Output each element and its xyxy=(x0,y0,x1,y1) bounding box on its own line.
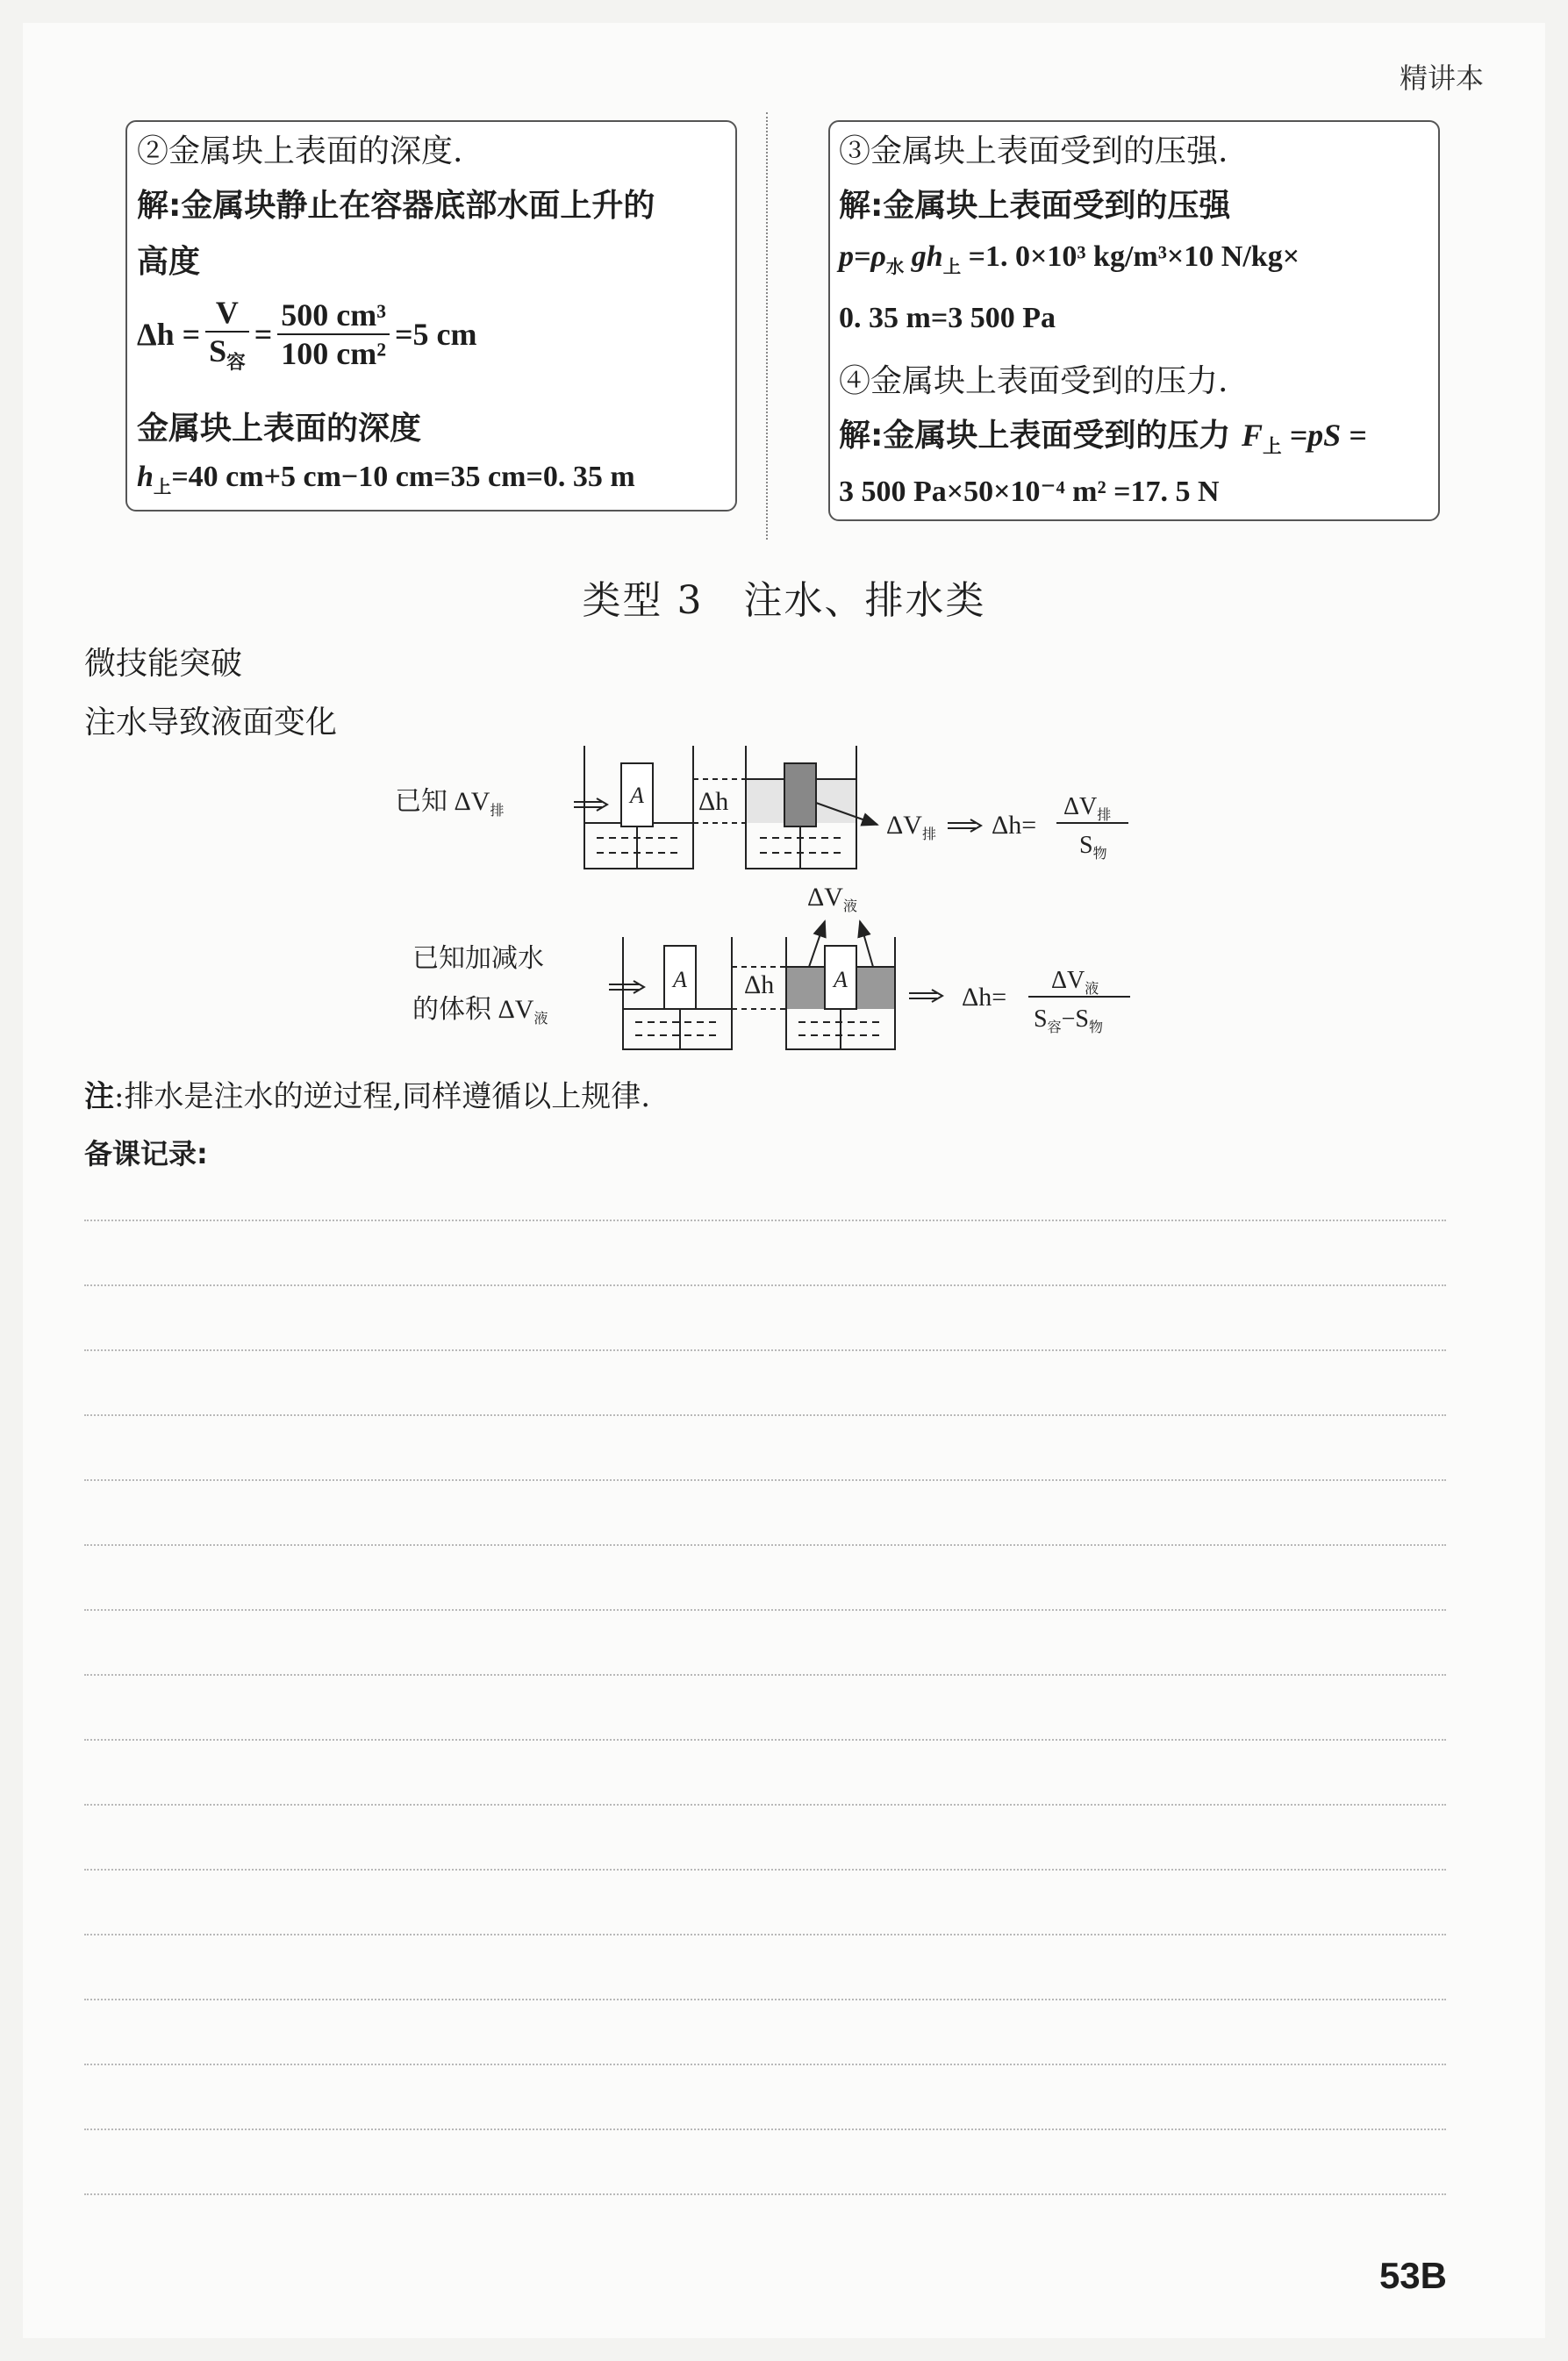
writing-line xyxy=(84,1349,1446,1351)
row1-numerator: $\Delta V_排$ xyxy=(1063,793,1112,823)
pressure-result: 0. 35 m=3 500 Pa xyxy=(839,302,1056,334)
note-prefix: 注 xyxy=(84,1079,114,1114)
subscript: 容 xyxy=(226,352,246,374)
writing-line xyxy=(84,1414,1446,1416)
fraction-values xyxy=(277,297,390,372)
solution-line: 高度 xyxy=(137,244,201,280)
column-divider xyxy=(766,112,768,540)
row1-given: 已知 $\Delta V_排$ xyxy=(395,787,505,819)
solution-line: 解:金属块静止在容器底部水面上升的 xyxy=(137,188,655,224)
header-label: 精讲本 xyxy=(1399,61,1484,95)
delta-h-result: =5 cm xyxy=(395,317,477,353)
subheading: 注水导致液面变化 xyxy=(84,705,338,740)
block-label: A xyxy=(630,783,644,808)
writing-line xyxy=(84,1609,1446,1611)
row1-delta-v: $\Delta V_排$ xyxy=(886,811,936,842)
writing-line xyxy=(84,1479,1446,1481)
question-3: ③金属块上表面受到的压强. xyxy=(839,133,1228,169)
subheading: 微技能突破 xyxy=(84,646,243,682)
fraction-numerator: 500 cm³ xyxy=(277,297,390,335)
row2-given-line2: 的体积 $\Delta V_液$ xyxy=(412,995,548,1027)
fraction-numerator: V xyxy=(205,294,249,333)
delta-h-equation xyxy=(137,294,477,375)
note xyxy=(84,1072,650,1115)
equals-sign: = xyxy=(254,317,273,353)
writing-line xyxy=(84,2193,1446,2195)
row2-denominator: $S_容-S_物$ xyxy=(1034,1005,1103,1035)
section-title: 类型 3 注水、排水类 xyxy=(582,578,986,623)
row1-delta-h: Δh xyxy=(698,787,729,816)
writing-line xyxy=(84,1544,1446,1546)
force-result: 3 500 Pa×50×10⁻⁴ m² =17. 5 N xyxy=(839,476,1220,508)
depth-label: 金属块上表面的深度 xyxy=(137,411,422,447)
block-a-submerged xyxy=(784,763,816,826)
row2-numerator: $\Delta V_液$ xyxy=(1051,967,1099,997)
delta-h-lhs: Δh = xyxy=(137,317,201,353)
solution-line: 解:金属块上表面受到的压力 $F_上 =pS$ = xyxy=(839,418,1367,459)
writing-line xyxy=(84,2064,1446,2065)
fraction-v-over-s xyxy=(205,294,249,375)
writing-line xyxy=(84,1999,1446,2000)
row2-result: Δh= xyxy=(962,983,1007,1012)
row2-delta-v: $\Delta V_液$ xyxy=(807,883,857,914)
writing-line xyxy=(84,1739,1446,1741)
block-label: A xyxy=(673,967,687,992)
liquid-level-diagram xyxy=(377,737,1149,1070)
question-2: ②金属块上表面的深度. xyxy=(137,133,463,169)
fraction-denominator: 100 cm² xyxy=(281,336,387,372)
writing-line xyxy=(84,2128,1446,2130)
question-4: ④金属块上表面受到的压力. xyxy=(839,363,1228,399)
row2-given-line1: 已知加减水 xyxy=(412,944,544,973)
row1-result: Δh= xyxy=(992,811,1037,840)
block-label: A xyxy=(834,967,848,992)
writing-line xyxy=(84,1934,1446,1935)
row2-delta-h: Δh xyxy=(744,970,775,999)
writing-line xyxy=(84,1220,1446,1221)
note-text: :排水是注水的逆过程,同样遵循以上规律. xyxy=(114,1079,651,1114)
fraction-denominator: $S_容$ xyxy=(209,333,246,374)
pressure-equation: $p=\rho_水$ $gh_上 =1$. 0×10³ kg/m³×10 N/kg× xyxy=(839,240,1300,277)
writing-line xyxy=(84,1284,1446,1286)
depth-equation: $h_上=40$ cm+5 cm−10 cm=35 cm=0. 35 m xyxy=(137,461,635,497)
prep-notes-label: 备课记录: xyxy=(84,1137,208,1170)
solution-line: 解:金属块上表面受到的压强 xyxy=(839,188,1231,224)
page-number: 53B xyxy=(1378,2255,1447,2296)
writing-line xyxy=(84,1869,1446,1871)
row1-denominator: $S_物$ xyxy=(1079,832,1107,862)
writing-line xyxy=(84,1674,1446,1676)
writing-line xyxy=(84,1804,1446,1806)
